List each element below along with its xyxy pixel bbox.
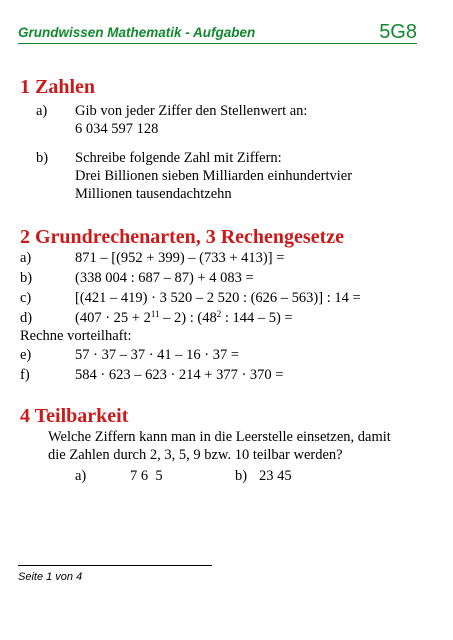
header-divider — [18, 43, 417, 44]
s1-b-line2: Drei Billionen sieben Milliarden einhundertvier — [75, 168, 353, 184]
section-4-title: 4 Teilbarkeit — [20, 405, 129, 427]
s2-d-expression: $(407 \cdot 25 + 2^{11} - 2)$ : ($48^2$ : 144 – 5) = — [75, 309, 293, 326]
s4-line2: die Zahlen durch 2, 3, 5, 9 bzw. 10 teilbar werden? — [48, 447, 343, 463]
s2-b-label: b) — [20, 270, 33, 286]
header-code: 5G8 — [379, 21, 417, 43]
s2-d-label: d) — [20, 310, 33, 326]
s2-c-label: c) — [20, 290, 32, 306]
s2-e-label: e) — [20, 347, 32, 363]
s4-a-label: a) — [75, 468, 87, 484]
s2-hint: Rechne vorteilhaft: — [20, 328, 132, 344]
s1-b-line3: Millionen tausendachtzehn — [75, 186, 232, 202]
section-2-title: 2 Grundrechenarten, 3 Rechengesetze — [20, 226, 345, 248]
s1-b-line1: Schreibe folgende Zahl mit Ziffern: — [75, 150, 282, 166]
page-number: Seite 1 von 4 — [18, 571, 83, 583]
header-title: Grundwissen Mathematik - Aufgaben — [18, 25, 256, 40]
s2-f-expression: 584 · 623 – 623 · 214 + 377 · 370 = — [75, 367, 284, 383]
s2-b-expression: (338 004 : 687 – 87) + 4 083 = — [75, 270, 254, 286]
s2-c-expression: [(421 – 419) · 3 520 – 2 520 : (626 – 563)] : 14 = — [75, 290, 361, 306]
s1-a-line1: Gib von jeder Ziffer den Stellenwert an: — [75, 103, 308, 119]
s2-f-label: f) — [20, 367, 30, 383]
s2-a-label: a) — [20, 250, 32, 266]
s4-a-value: 7 6 5 — [130, 468, 163, 484]
s1-a-label: a) — [36, 103, 48, 119]
s1-b-label: b) — [36, 150, 49, 166]
footer-divider — [18, 565, 212, 566]
s1-a-line2: 6 034 597 128 — [75, 121, 159, 137]
s2-e-expression: 57 · 37 – 37 · 41 – 16 · 37 = — [75, 347, 240, 363]
s2-a-expression: 871 – [(952 + 399) – (733 + 413)] = — [75, 250, 285, 266]
s4-line1: Welche Ziffern kann man in die Leerstelle einsetzen, damit — [48, 429, 391, 445]
section-1-title: 1 Zahlen — [20, 76, 96, 98]
s4-b-label: b) — [235, 468, 248, 484]
s4-b-value: 23 45 — [259, 468, 292, 484]
